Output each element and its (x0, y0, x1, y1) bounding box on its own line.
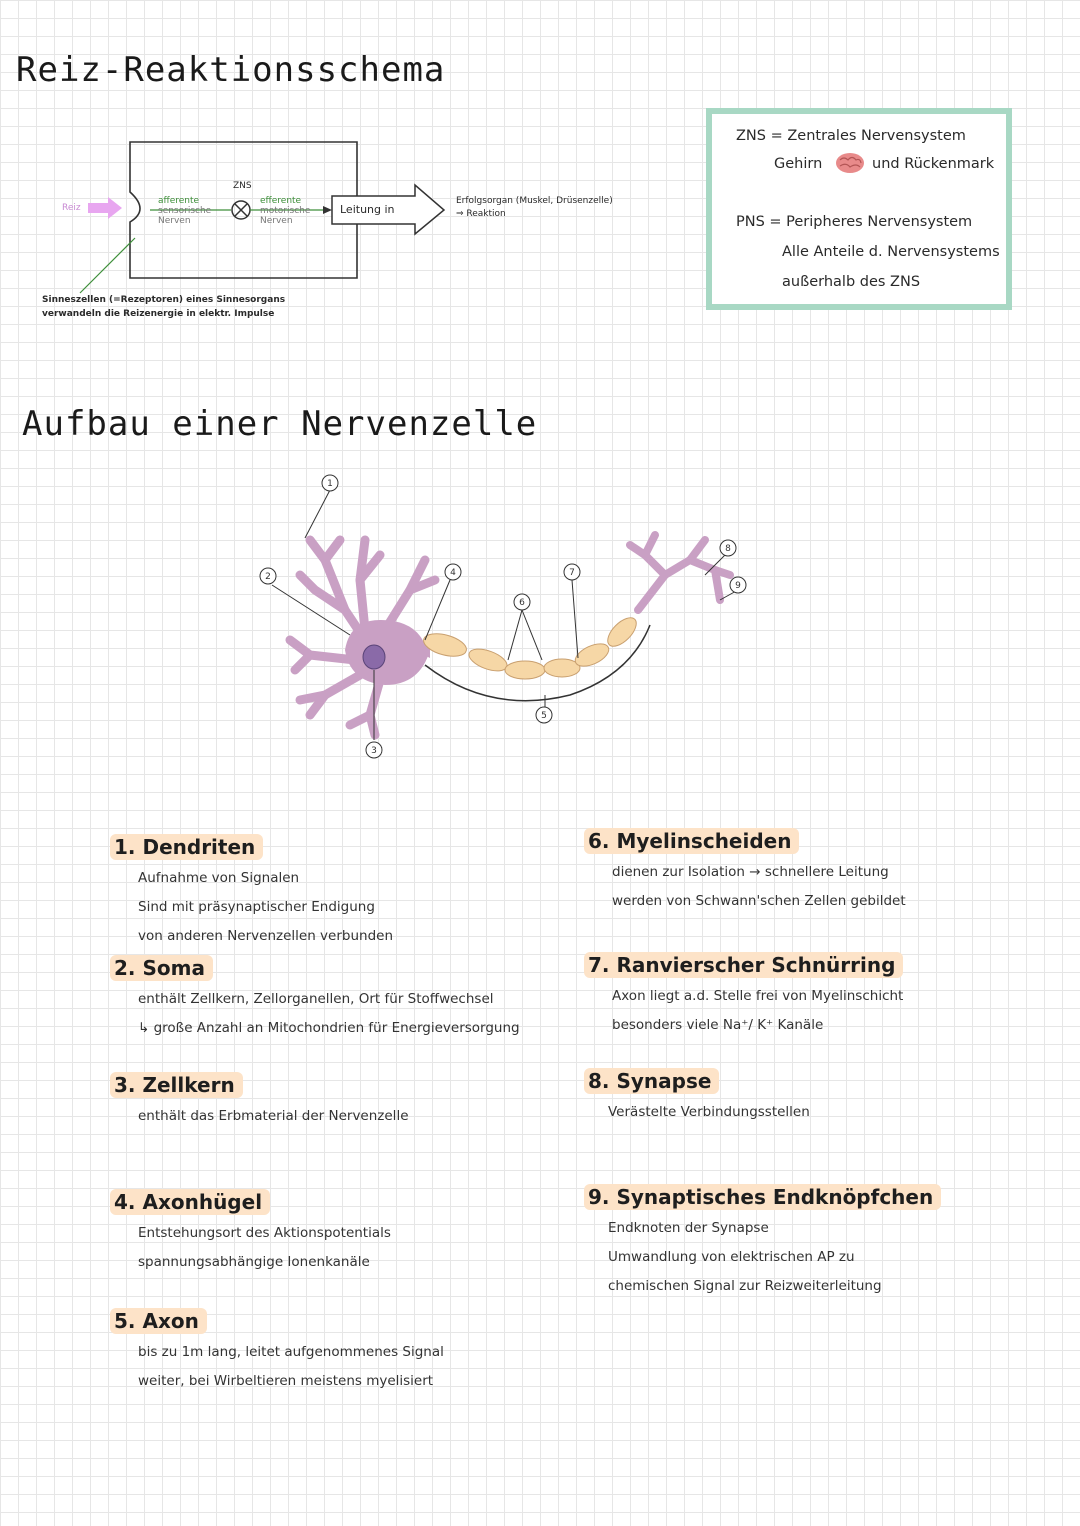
brain-icon (834, 150, 866, 176)
number-markers (260, 475, 746, 758)
marker-labels (265, 479, 741, 756)
leitung-label: Leitung in (340, 203, 395, 216)
section-title-nervenzelle: Aufbau einer Nervenzelle (22, 404, 538, 444)
receptor-pointer (80, 238, 135, 293)
receptor-label: Sinneszellen (=Rezeptoren) eines Sinnesorgans verwandeln die Reizenergie in elektr. Impulse (42, 295, 286, 319)
myelin-sheaths (421, 613, 641, 679)
definition-dendriten: 1. Dendriten Aufnahme von Signalen Sind mit präsynaptischer Endigung von anderen Nervenzellen verbunden (110, 834, 393, 951)
definition-ranvier: 7. Ranvierscher Schnürring Axon liegt a.d. Stelle frei von Myelinschicht besonders viele Na⁺/ K⁺ Kanäle (584, 952, 903, 1040)
pns-definition: PNS = Peripheres Nervensystem (736, 214, 973, 230)
definition-axon: 5. Axon bis zu 1m lang, leitet aufgenommenes Signal weiter, bei Wirbeltieren meistens myelisiert (110, 1308, 444, 1396)
reiz-arrow (88, 197, 122, 219)
marker-label-1: 1 (327, 479, 333, 489)
zns-node (232, 201, 250, 219)
pns-sub1: Alle Anteile d. Nervensystems (782, 244, 1000, 260)
zns-definition: ZNS = Zentrales Nervensystem (736, 128, 966, 144)
marker-label-5: 5 (541, 711, 547, 721)
marker-label-6: 6 (519, 598, 525, 608)
zns-rueckenmark: und Rückenmark (872, 156, 995, 172)
synapse-branches (630, 535, 730, 610)
reiz-label: Reiz (62, 203, 81, 213)
marker-label-2: 2 (265, 572, 271, 582)
definition-axonhuegel: 4. Axonhügel Entstehungsort des Aktionspotentials spannungsabhängige Ionenkanäle (110, 1189, 391, 1277)
definition-myelinscheiden: 6. Myelinscheiden dienen zur Isolation → schnellere Leitung werden von Schwann'schen Zellen gebildet (584, 828, 906, 916)
definition-synapse: 8. Synapse Verästelte Verbindungsstellen (584, 1068, 810, 1127)
marker-label-7: 7 (569, 568, 575, 578)
pns-sub2: außerhalb des ZNS (782, 274, 921, 290)
afferent-label: afferente sensorische Nerven (158, 196, 212, 226)
effector-label: Erfolgsorgan (Muskel, Drüsenzelle) ⇒ Reaktion (456, 196, 613, 219)
marker-pointers (272, 490, 738, 740)
section-title-reiz: Reiz-Reaktionsschema (16, 50, 446, 90)
efferent-arrowhead (323, 206, 332, 214)
marker-label-8: 8 (725, 544, 731, 554)
efferent-label: efferente motorische Nerven (260, 196, 311, 226)
definition-soma: 2. Soma enthält Zellkern, Zellorganellen, Ort für Stoffwechsel ↳ große Anzahl an Mitochondrien für Energieversorgung (110, 955, 520, 1043)
neuron-diagram (250, 470, 770, 770)
definition-endknoepfchen: 9. Synaptisches Endknöpfchen Endknoten der Synapse Umwandlung von elektrischen AP zu chemischen Signal zur Reizweiterleitung (584, 1184, 941, 1301)
marker-label-3: 3 (371, 746, 377, 756)
nucleus (363, 645, 385, 669)
zns-gehirn: Gehirn (774, 156, 823, 172)
nervous-system-legend (706, 108, 1012, 310)
zns-label: ZNS (233, 181, 252, 191)
definition-zellkern: 3. Zellkern enthält das Erbmaterial der Nervenzelle (110, 1072, 409, 1131)
marker-label-4: 4 (450, 568, 456, 578)
marker-label-9: 9 (735, 581, 741, 591)
